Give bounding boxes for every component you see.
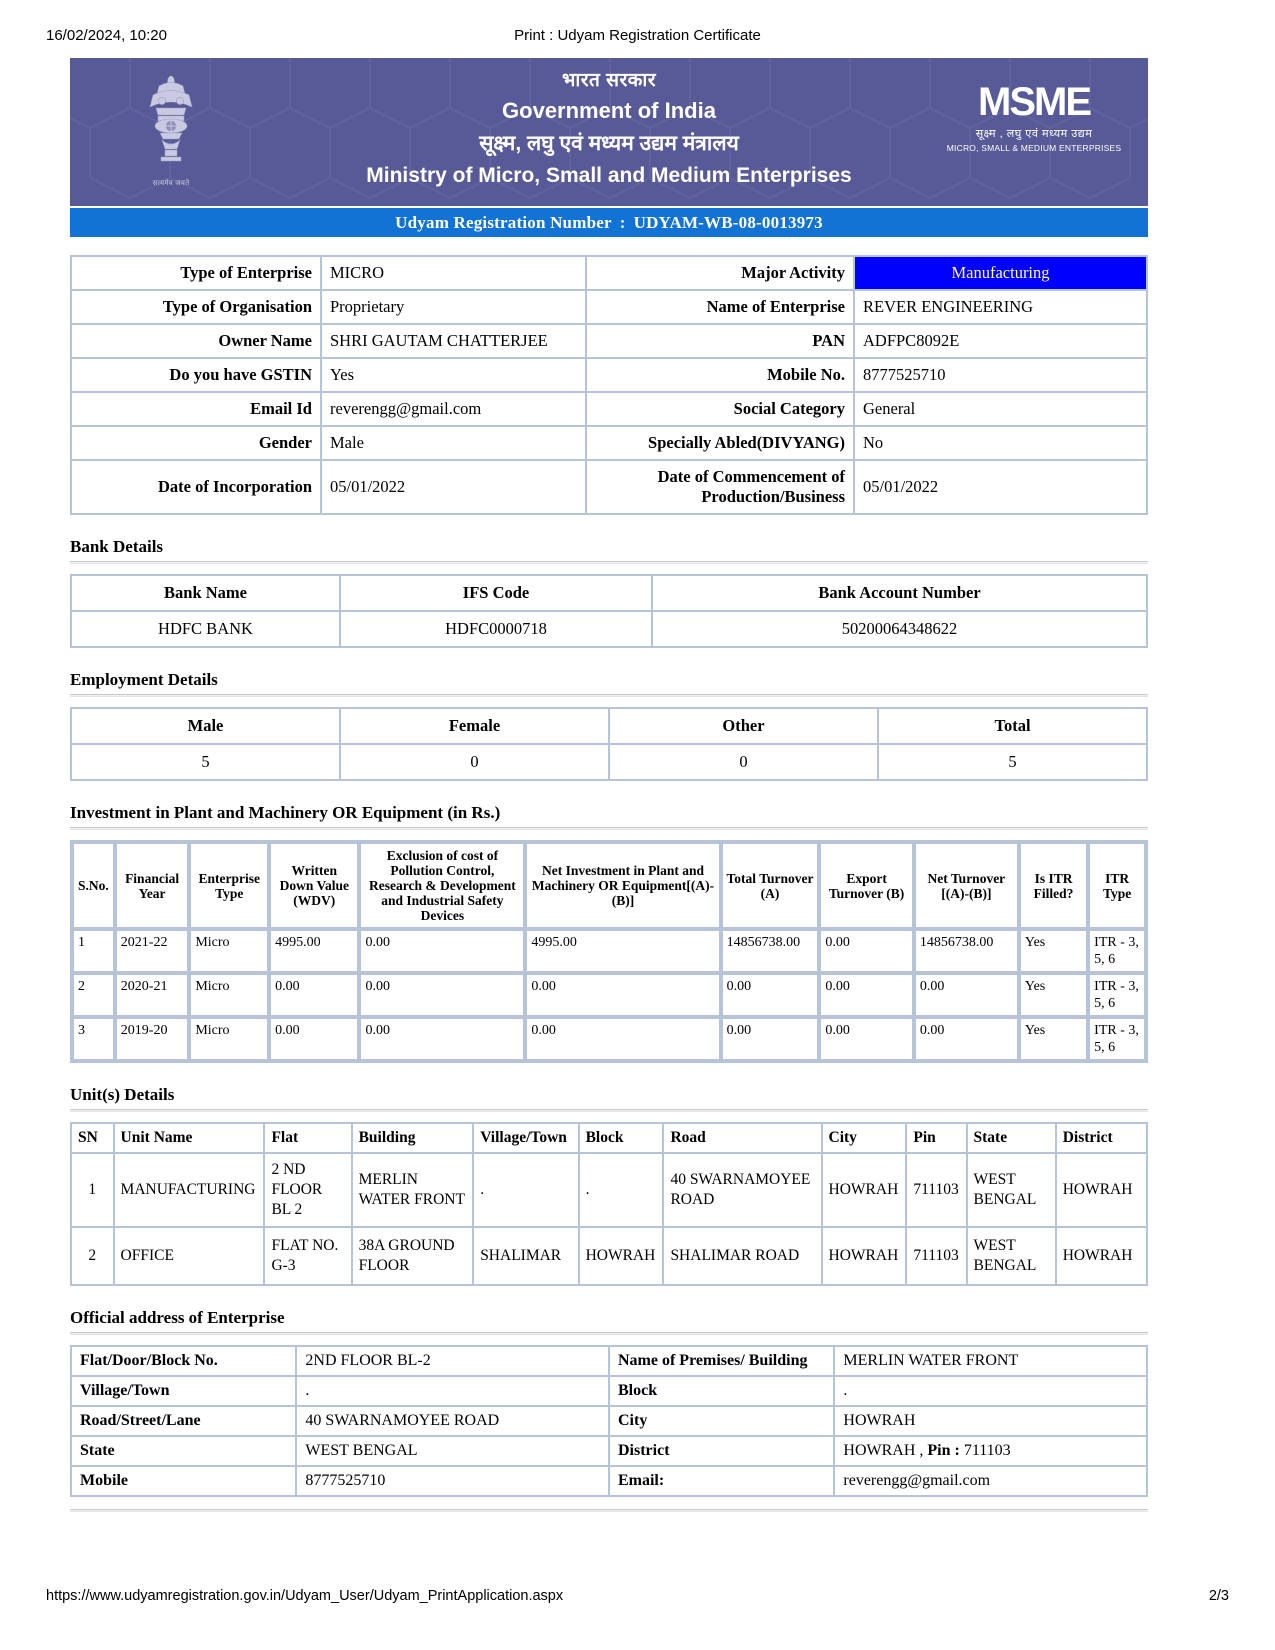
employment-details-header-cell: Other: [609, 708, 878, 744]
investment-header-cell: Financial Year: [115, 842, 190, 929]
enterprise-label: Gender: [71, 426, 321, 460]
msme-english-text: MICRO, SMALL & MEDIUM ENTERPRISES: [946, 143, 1122, 153]
unit-cell: SHALIMAR: [473, 1227, 578, 1285]
divider: [70, 1509, 1148, 1512]
official-address-value: MERLIN WATER FRONT: [834, 1346, 1147, 1376]
investment-cell: Micro: [189, 929, 269, 973]
enterprise-row: [71, 256, 1147, 290]
investment-cell: Yes: [1019, 929, 1088, 973]
employment-details-title: Employment Details: [70, 670, 218, 689]
investment-cell: 2021-22: [115, 929, 190, 973]
banner-english-ministry: Ministry of Micro, Small and Medium Enterprises: [366, 164, 852, 187]
enterprise-value: Yes: [321, 358, 586, 392]
bank-details-header-cell: Bank Name: [71, 575, 340, 611]
official-address-label: State: [71, 1436, 296, 1466]
unit-header-cell: City: [822, 1123, 907, 1153]
official-address-title: Official address of Enterprise: [70, 1308, 285, 1327]
investment-cell: 4995.00: [525, 929, 720, 973]
msme-mark-text: MSME: [978, 80, 1090, 124]
enterprise-row: [71, 460, 1147, 514]
investment-cell: 0.00: [359, 973, 525, 1017]
unit-header-cell: Unit Name: [114, 1123, 265, 1153]
investment-cell: 14856738.00: [721, 929, 820, 973]
enterprise-value: reverengg@gmail.com: [321, 392, 586, 426]
unit-cell: HOWRAH: [1056, 1227, 1147, 1285]
official-address-value: 8777525710: [296, 1466, 609, 1496]
print-footer-url: https://www.udyamregistration.gov.in/Udyam_User/Udyam_PrintApplication.aspx: [46, 1588, 564, 1604]
enterprise-label: Do you have GSTIN: [71, 358, 321, 392]
unit-header-cell: Village/Town: [473, 1123, 578, 1153]
enterprise-label: Name of Enterprise: [586, 290, 854, 324]
investment-cell: 3: [72, 1017, 115, 1061]
investment-table: [70, 840, 1148, 1063]
emblem-motto: सत्यमेव जयते: [152, 180, 190, 187]
udyam-registration-number-bar: [70, 208, 1148, 237]
official-address-row: [71, 1376, 1147, 1406]
investment-cell: 14856738.00: [914, 929, 1019, 973]
print-footer: [0, 1588, 1275, 1612]
employment-details-header-cell: Male: [71, 708, 340, 744]
bank-details-row: [71, 611, 1147, 647]
enterprise-label: Mobile No.: [586, 358, 854, 392]
enterprise-label: Specially Abled(DIVYANG): [586, 426, 854, 460]
investment-cell: 0.00: [914, 973, 1019, 1017]
official-address-value: .: [834, 1376, 1147, 1406]
employment-details-header-cell: Total: [878, 708, 1147, 744]
bank-details-cell: 50200064348622: [652, 611, 1147, 647]
bank-details-cell: HDFC BANK: [71, 611, 340, 647]
bank-details-table: [70, 574, 1148, 648]
investment-cell: 4995.00: [269, 929, 359, 973]
unit-cell: 711103: [906, 1153, 966, 1227]
employment-details-cell: 0: [340, 744, 609, 780]
unit-cell: MANUFACTURING: [114, 1153, 265, 1227]
unit-header-cell: SN: [71, 1123, 114, 1153]
unit-header-cell: Building: [352, 1123, 474, 1153]
official-address-value: .: [296, 1376, 609, 1406]
urn-label: Udyam Registration Number: [395, 212, 612, 232]
investment-cell: 0.00: [721, 973, 820, 1017]
divider: [70, 1332, 1148, 1335]
unit-cell: 1: [71, 1153, 114, 1227]
investment-cell: 2020-21: [115, 973, 190, 1017]
enterprise-row: [71, 358, 1147, 392]
print-title: Print : Udyam Registration Certificate: [514, 27, 761, 44]
official-address-value: 40 SWARNAMOYEE ROAD: [296, 1406, 609, 1436]
divider: [70, 561, 1148, 564]
official-address-table: [70, 1345, 1148, 1497]
enterprise-label: Type of Organisation: [71, 290, 321, 324]
enterprise-value: No: [854, 426, 1147, 460]
units-details-table: [70, 1122, 1148, 1286]
official-address-label: Block: [609, 1376, 834, 1406]
employment-details-cell: 5: [878, 744, 1147, 780]
enterprise-row: [71, 392, 1147, 426]
investment-cell: ITR - 3, 5, 6: [1088, 929, 1146, 973]
official-address-label: Road/Street/Lane: [71, 1406, 296, 1436]
unit-cell: 38A GROUND FLOOR: [352, 1227, 474, 1285]
unit-cell: .: [579, 1153, 664, 1227]
investment-cell: 0.00: [525, 1017, 720, 1061]
unit-header-cell: Pin: [906, 1123, 966, 1153]
investment-cell: Micro: [189, 1017, 269, 1061]
unit-cell: WEST BENGAL: [967, 1153, 1056, 1227]
investment-cell: 0.00: [359, 1017, 525, 1061]
msme-hindi-text: सूक्ष्म , लघु एवं मध्यम उद्यम: [975, 128, 1093, 140]
enterprise-value: 8777525710: [854, 358, 1147, 392]
print-footer-page: 2/3: [1208, 1588, 1229, 1604]
enterprise-value: SHRI GAUTAM CHATTERJEE: [321, 324, 586, 358]
enterprise-row: [71, 324, 1147, 358]
enterprise-row: [71, 290, 1147, 324]
unit-row: [71, 1227, 1147, 1285]
official-address-label: Village/Town: [71, 1376, 296, 1406]
enterprise-value: MICRO: [321, 256, 586, 290]
print-header: [0, 27, 1275, 51]
unit-row: [71, 1153, 1147, 1227]
official-address-label: Email:: [609, 1466, 834, 1496]
banner-hindi-government: भारत सरकार: [561, 70, 657, 91]
official-address-label: Name of Premises/ Building: [609, 1346, 834, 1376]
enterprise-label: Email Id: [71, 392, 321, 426]
investment-cell: Yes: [1019, 1017, 1088, 1061]
unit-header-cell: District: [1056, 1123, 1147, 1153]
unit-cell: HOWRAH: [1056, 1153, 1147, 1227]
enterprise-label: PAN: [586, 324, 854, 358]
major-activity-badge: Manufacturing: [854, 256, 1147, 290]
investment-cell: ITR - 3, 5, 6: [1088, 973, 1146, 1017]
investment-cell: 0.00: [269, 973, 359, 1017]
divider: [70, 1109, 1148, 1112]
employment-details-table: [70, 707, 1148, 781]
enterprise-label: Date of Incorporation: [71, 460, 321, 514]
enterprise-value: Male: [321, 426, 586, 460]
investment-cell: 0.00: [269, 1017, 359, 1061]
investment-cell: 0.00: [819, 929, 914, 973]
investment-header-cell: Exclusion of cost of Pollution Control, Research & Development and Industrial Safety Devices: [359, 842, 525, 929]
unit-cell: FLAT NO. G-3: [264, 1227, 351, 1285]
official-address-value: HOWRAH , Pin : 711103: [834, 1436, 1147, 1466]
unit-cell: .: [473, 1153, 578, 1227]
official-address-label: Flat/Door/Block No.: [71, 1346, 296, 1376]
official-address-row: [71, 1406, 1147, 1436]
investment-cell: 2019-20: [115, 1017, 190, 1061]
unit-cell: WEST BENGAL: [967, 1227, 1056, 1285]
certificate-sheet: [70, 58, 1148, 1512]
investment-cell: 0.00: [525, 973, 720, 1017]
investment-header-cell: Export Turnover (B): [819, 842, 914, 929]
unit-cell: HOWRAH: [822, 1227, 907, 1285]
investment-cell: 1: [72, 929, 115, 973]
urn-separator: :: [619, 212, 626, 232]
enterprise-value: Proprietary: [321, 290, 586, 324]
official-address-value: WEST BENGAL: [296, 1436, 609, 1466]
bank-details-cell: HDFC0000718: [340, 611, 652, 647]
enterprise-details-table: [70, 255, 1148, 515]
investment-row: [72, 929, 1146, 973]
official-address-label: Mobile: [71, 1466, 296, 1496]
bank-details-header-cell: IFS Code: [340, 575, 652, 611]
investment-row: [72, 973, 1146, 1017]
investment-row: [72, 1017, 1146, 1061]
enterprise-label: Social Category: [586, 392, 854, 426]
official-address-value: reverengg@gmail.com: [834, 1466, 1147, 1496]
enterprise-value: REVER ENGINEERING: [854, 290, 1147, 324]
unit-cell: OFFICE: [114, 1227, 265, 1285]
government-banner: [70, 58, 1148, 206]
investment-header-cell: Net Turnover [(A)-(B)]: [914, 842, 1019, 929]
bank-details-header-cell: Bank Account Number: [652, 575, 1147, 611]
units-details-title: Unit(s) Details: [70, 1085, 175, 1104]
employment-details-row: [71, 744, 1147, 780]
enterprise-row: [71, 426, 1147, 460]
enterprise-value: 05/01/2022: [321, 460, 586, 514]
enterprise-label: Type of Enterprise: [71, 256, 321, 290]
investment-header-cell: ITR Type: [1088, 842, 1146, 929]
enterprise-value: ADFPC8092E: [854, 324, 1147, 358]
investment-cell: Micro: [189, 973, 269, 1017]
official-address-value: 2ND FLOOR BL-2: [296, 1346, 609, 1376]
investment-cell: 0.00: [721, 1017, 820, 1061]
official-address-label: District: [609, 1436, 834, 1466]
investment-header-cell: Enterprise Type: [189, 842, 269, 929]
unit-cell: HOWRAH: [822, 1153, 907, 1227]
banner-english-government: Government of India: [502, 98, 716, 123]
official-address-label: City: [609, 1406, 834, 1436]
unit-cell: 711103: [906, 1227, 966, 1285]
enterprise-value: 05/01/2022: [854, 460, 1147, 514]
investment-header-cell: Written Down Value (WDV): [269, 842, 359, 929]
investment-header-cell: S.No.: [72, 842, 115, 929]
enterprise-label: Major Activity: [586, 256, 854, 290]
unit-cell: 2: [71, 1227, 114, 1285]
investment-header-cell: Total Turnover (A): [721, 842, 820, 929]
official-address-value: HOWRAH: [834, 1406, 1147, 1436]
official-address-row: [71, 1346, 1147, 1376]
print-date: 16/02/2024, 10:20: [46, 27, 167, 44]
unit-header-cell: Block: [579, 1123, 664, 1153]
unit-cell: 2 ND FLOOR BL 2: [264, 1153, 351, 1227]
investment-cell: Yes: [1019, 973, 1088, 1017]
unit-header-cell: State: [967, 1123, 1056, 1153]
investment-cell: ITR - 3, 5, 6: [1088, 1017, 1146, 1061]
investment-header-cell: Is ITR Filled?: [1019, 842, 1088, 929]
investment-title: Investment in Plant and Machinery OR Equipment (in Rs.): [70, 803, 501, 822]
urn-value: UDYAM-WB-08-0013973: [633, 212, 823, 232]
unit-cell: SHALIMAR ROAD: [663, 1227, 821, 1285]
employment-details-cell: 5: [71, 744, 340, 780]
unit-header-cell: Road: [663, 1123, 821, 1153]
enterprise-label: Owner Name: [71, 324, 321, 358]
divider: [70, 694, 1148, 697]
employment-details-cell: 0: [609, 744, 878, 780]
employment-details-header-cell: Female: [340, 708, 609, 744]
investment-cell: 0.00: [914, 1017, 1019, 1061]
bank-details-title: Bank Details: [70, 537, 164, 556]
divider: [70, 827, 1148, 830]
investment-cell: 0.00: [819, 1017, 914, 1061]
investment-cell: 2: [72, 973, 115, 1017]
official-address-row: [71, 1436, 1147, 1466]
official-address-row: [71, 1466, 1147, 1496]
enterprise-value: General: [854, 392, 1147, 426]
unit-cell: HOWRAH: [579, 1227, 664, 1285]
unit-cell: 40 SWARNAMOYEE ROAD: [663, 1153, 821, 1227]
investment-header-cell: Net Investment in Plant and Machinery OR Equipment[(A)-(B)]: [525, 842, 720, 929]
investment-cell: 0.00: [359, 929, 525, 973]
investment-cell: 0.00: [819, 973, 914, 1017]
enterprise-label: Date of Commencement of Production/Business: [586, 460, 854, 514]
unit-header-cell: Flat: [264, 1123, 351, 1153]
banner-hindi-ministry: सूक्ष्म, लघु एवं मध्यम उद्यम मंत्रालय: [479, 132, 739, 155]
unit-cell: MERLIN WATER FRONT: [352, 1153, 474, 1227]
msme-logo-icon: [944, 80, 1124, 153]
